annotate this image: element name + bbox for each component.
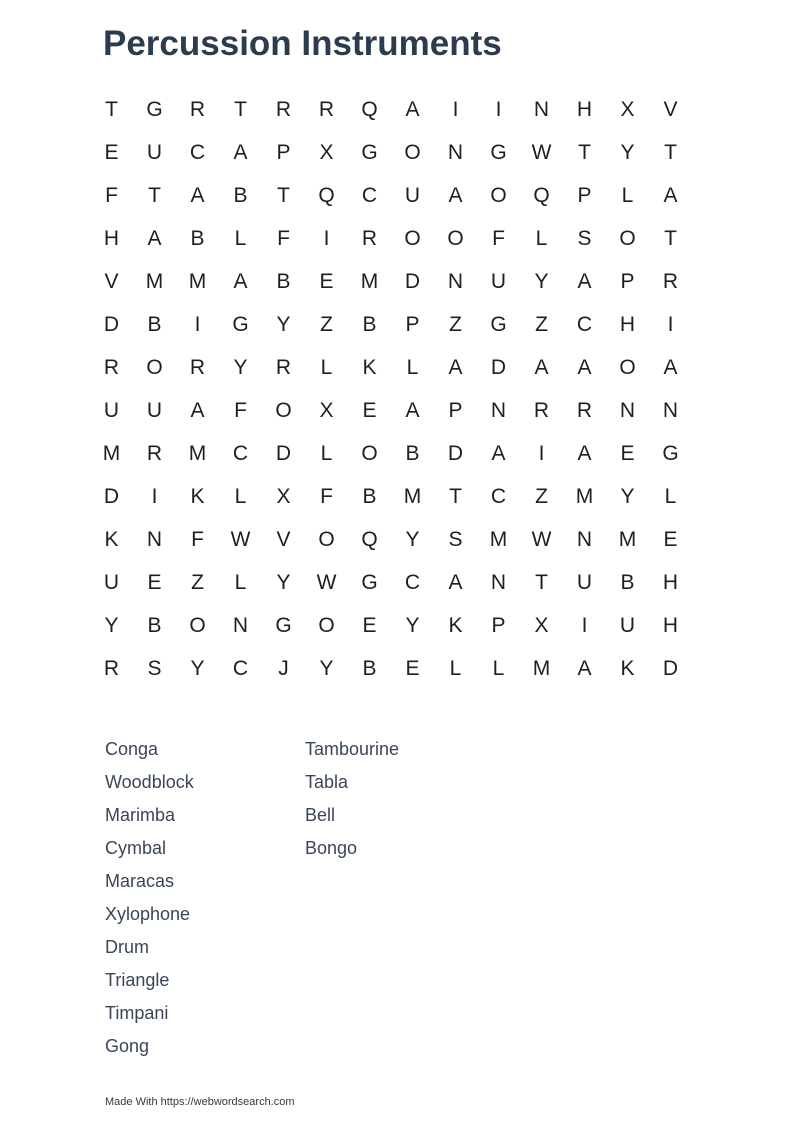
grid-cell: D [103,484,120,508]
grid-cell: Q [361,527,378,551]
grid-cell: M [575,484,594,508]
grid-cell: P [405,312,420,336]
grid-cell: N [490,398,507,422]
grid-cell: Z [320,312,333,336]
grid-cell: N [490,570,507,594]
grid-cell: L [234,570,247,594]
word-list-item: Tambourine [305,739,400,759]
word-list-item: Bongo [305,838,358,858]
grid-cell: A [190,183,205,207]
grid-cell: A [405,97,420,121]
grid-cell: M [188,269,207,293]
word-list-item: Drum [105,937,149,957]
grid-cell: T [578,140,591,164]
grid-cell: C [576,312,593,336]
grid-cell: B [362,484,377,508]
grid-cell: M [145,269,164,293]
grid-cell: A [448,355,463,379]
grid-cell: Y [405,613,420,637]
grid-cell: R [146,441,163,465]
grid-cell: C [232,441,249,465]
grid-cell: O [318,613,335,637]
grid-cell: L [664,484,677,508]
grid-cell: L [621,183,634,207]
grid-cell: M [360,269,379,293]
word-list-item: Tabla [305,772,349,792]
grid-cell: Y [620,140,635,164]
grid-cell: D [275,441,292,465]
grid-cell: K [104,527,119,551]
grid-cell: O [318,527,335,551]
grid-cell: E [362,613,377,637]
grid-cell: H [103,226,120,250]
grid-cell: M [618,527,637,551]
grid-cell: A [534,355,549,379]
grid-cell: D [490,355,507,379]
grid-cell: O [189,613,206,637]
grid-cell: L [449,656,462,680]
grid-cell: M [188,441,207,465]
grid-cell: N [447,269,464,293]
grid-cell: O [146,355,163,379]
grid-cell: Y [405,527,420,551]
grid-cell: D [404,269,421,293]
grid-cell: F [492,226,505,250]
grid-cell: O [619,226,636,250]
grid-cell: R [189,97,206,121]
grid-cell: Q [318,183,335,207]
grid-cell: H [619,312,636,336]
word-list-item: Bell [305,805,336,825]
grid-cell: Y [620,484,635,508]
grid-cell: C [189,140,206,164]
grid-cell: K [190,484,205,508]
grid-cell: C [361,183,378,207]
grid-cell: P [620,269,635,293]
grid-cell: H [662,613,679,637]
grid-cell: A [448,570,463,594]
page-title: Percussion Instruments [103,24,502,63]
grid-cell: R [318,97,335,121]
grid-cell: T [664,226,677,250]
grid-cell: A [577,441,592,465]
word-list-item: Triangle [105,970,170,990]
grid-cell: R [275,97,292,121]
grid-cell: G [146,97,163,121]
grid-cell: R [662,269,679,293]
grid-cell: P [577,183,592,207]
grid-cell: G [662,441,679,465]
grid-cell: A [405,398,420,422]
grid-cell: E [405,656,420,680]
grid-cell: B [147,613,162,637]
grid-cell: N [447,140,464,164]
grid-cell: Y [534,269,549,293]
grid-cell: L [320,441,333,465]
word-list-item: Woodblock [105,772,194,792]
grid-cell: B [405,441,420,465]
grid-cell: G [275,613,292,637]
grid-cell: N [576,527,593,551]
grid-cell: K [620,656,635,680]
grid-cell: L [406,355,419,379]
grid-cell: A [233,140,248,164]
grid-cell: K [362,355,377,379]
grid-cell: Z [535,484,548,508]
grid-cell: Z [449,312,462,336]
grid-cell: E [620,441,635,465]
grid-cell: A [147,226,162,250]
grid-cell: W [531,527,552,551]
grid-cell: A [577,656,592,680]
grid-cell: U [103,570,120,594]
grid-cell: U [404,183,421,207]
grid-cell: O [404,140,421,164]
grid-cell: O [619,355,636,379]
grid-cell: U [619,613,636,637]
grid-cell: A [190,398,205,422]
grid-cell: A [448,183,463,207]
grid-cell: W [531,140,552,164]
word-list-column [305,736,505,1066]
grid-cell: P [491,613,506,637]
grid-cell: L [234,484,247,508]
grid-cell: M [403,484,422,508]
grid-cell: U [490,269,507,293]
word-list-item: Xylophone [105,904,191,924]
grid-cell: G [490,140,507,164]
grid-cell: Y [319,656,334,680]
grid-cell: S [577,226,592,250]
grid-cell: H [576,97,593,121]
grid-cell: A [577,269,592,293]
grid-cell: Z [535,312,548,336]
grid-cell: A [663,183,678,207]
footer-credit: Made With https://webwordsearch.com [105,1096,295,1108]
grid-cell: V [663,97,678,121]
word-list [105,736,505,1066]
grid-cell: U [576,570,593,594]
grid-cell: A [491,441,506,465]
grid-cell: X [319,398,334,422]
grid-cell: Y [276,312,291,336]
grid-cell: M [489,527,508,551]
grid-cell: O [275,398,292,422]
grid-cell: V [276,527,291,551]
grid-cell: L [492,656,505,680]
grid-cell: F [234,398,247,422]
grid-cell: R [576,398,593,422]
grid-cell: T [277,183,290,207]
grid-cell: T [664,140,677,164]
grid-cell: T [148,183,161,207]
grid-cell: R [189,355,206,379]
grid-cell: O [404,226,421,250]
word-list-item: Timpani [105,1003,169,1023]
grid-cell: Y [276,570,291,594]
grid-cell: W [230,527,251,551]
grid-cell: I [667,312,674,336]
grid-cell: F [320,484,333,508]
grid-cell: A [577,355,592,379]
grid-cell: U [146,140,163,164]
grid-cell: T [535,570,548,594]
grid-cell: F [277,226,290,250]
grid-cell: O [490,183,507,207]
grid-cell: N [232,613,249,637]
grid-cell: I [581,613,588,637]
grid-cell: L [234,226,247,250]
grid-cell: T [449,484,462,508]
grid-cell: R [361,226,378,250]
grid-cell: E [362,398,377,422]
grid-cell: B [362,656,377,680]
letter-grid [90,88,692,690]
grid-cell: I [323,226,330,250]
grid-cell: Y [233,355,248,379]
grid-cell: E [319,269,334,293]
grid-cell: E [147,570,162,594]
grid-cell: B [362,312,377,336]
grid-cell: I [538,441,545,465]
grid-cell: N [146,527,163,551]
grid-cell: A [233,269,248,293]
grid-cell: L [320,355,333,379]
grid-cell: O [361,441,378,465]
grid-cell: N [619,398,636,422]
grid-cell: V [104,269,119,293]
grid-cell: B [276,269,291,293]
grid-cell: E [104,140,119,164]
grid-cell: T [105,97,118,121]
grid-cell: X [276,484,291,508]
grid-cell: M [532,656,551,680]
grid-cell: N [533,97,550,121]
grid-cell: I [495,97,502,121]
grid-cell: N [662,398,679,422]
grid-cell: G [490,312,507,336]
word-list-item: Marimba [105,805,176,825]
grid-cell: L [535,226,548,250]
grid-cell: Y [190,656,205,680]
grid-cell: S [448,527,463,551]
grid-cell: G [361,140,378,164]
grid-cell: P [276,140,291,164]
grid-cell: Z [191,570,204,594]
grid-cell: K [448,613,463,637]
grid-cell: Y [104,613,119,637]
grid-cell: R [103,355,120,379]
grid-cell: R [275,355,292,379]
grid-cell: P [448,398,463,422]
grid-cell: O [447,226,464,250]
grid-cell: G [232,312,249,336]
grid-cell: F [191,527,204,551]
word-list-item: Maracas [105,871,175,891]
grid-cell: E [663,527,678,551]
grid-cell: U [146,398,163,422]
word-list-item: Cymbal [105,838,167,858]
grid-cell: S [147,656,162,680]
grid-cell: B [620,570,635,594]
grid-cell: B [190,226,205,250]
word-list-item: Gong [105,1036,150,1056]
grid-cell: I [151,484,158,508]
grid-cell: M [102,441,121,465]
grid-cell: W [316,570,337,594]
grid-cell: C [490,484,507,508]
grid-cell: X [319,140,334,164]
grid-cell: I [452,97,459,121]
grid-cell: F [105,183,118,207]
grid-cell: J [278,656,289,680]
grid-cell: R [533,398,550,422]
grid-cell: D [447,441,464,465]
grid-cell: T [234,97,247,121]
grid-cell: D [662,656,679,680]
grid-cell: G [361,570,378,594]
grid-cell: C [232,656,249,680]
word-list-item: Conga [105,739,159,759]
grid-cell: C [404,570,421,594]
grid-cell: D [103,312,120,336]
grid-cell: X [534,613,549,637]
grid-cell: A [663,355,678,379]
grid-cell: Q [533,183,550,207]
word-list-column [105,736,305,1066]
grid-cell: Q [361,97,378,121]
grid-cell: H [662,570,679,594]
grid-cell: R [103,656,120,680]
grid-cell: X [620,97,635,121]
grid-cell: I [194,312,201,336]
grid-cell: B [147,312,162,336]
grid-cell: B [233,183,248,207]
grid-cell: U [103,398,120,422]
